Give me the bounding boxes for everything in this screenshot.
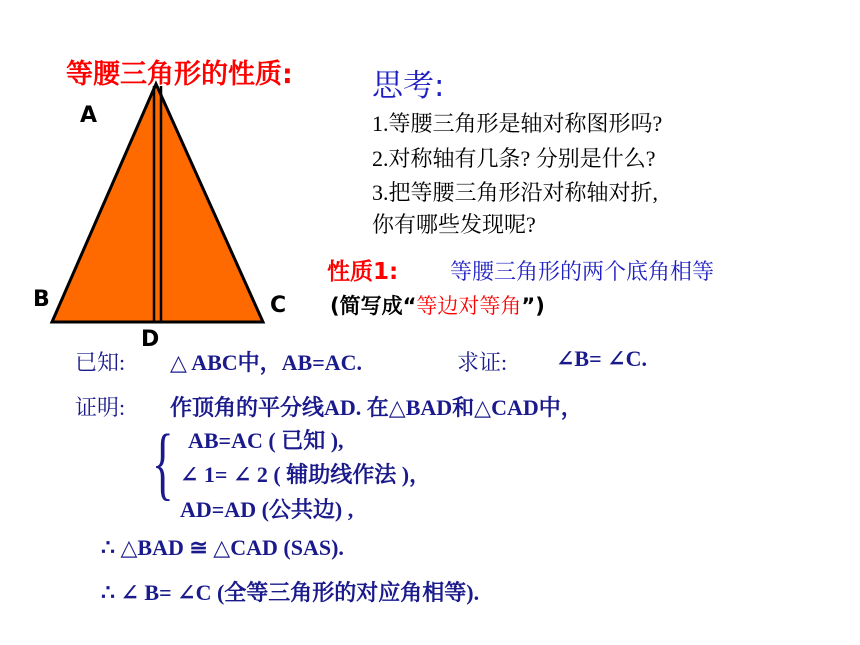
property-abbr: 等边对等角 <box>416 294 522 318</box>
think-question-3: 3.把等腰三角形沿对称轴对折, <box>372 180 659 205</box>
vertex-label-b: B <box>33 287 50 312</box>
proof-intro: 作顶角的平分线AD. 在△BAD和△CAD中， <box>170 395 583 420</box>
condition-1: AB=AC ( 已知 ), <box>188 428 344 453</box>
given-label: 已知: <box>75 350 126 375</box>
condition-3: AD=AD (公共边) , <box>180 497 354 522</box>
vertex-label-d: D <box>141 327 160 352</box>
think-title: 思考: <box>372 68 445 104</box>
condition-brace: { <box>152 417 174 508</box>
think-question-1: 1.等腰三角形是轴对称图形吗? <box>372 111 663 136</box>
prove-label: 求证: <box>457 350 508 375</box>
property-abbr-close: ”) <box>521 294 545 318</box>
prove-text: ∠B= ∠C. <box>556 346 647 371</box>
property-abbr-open: (简写成“ <box>330 294 417 318</box>
think-question-3-cont: 你有哪些发现呢? <box>372 212 536 237</box>
condition-2: ∠ 1= ∠ 2 ( 辅助线作法 )， <box>180 462 432 487</box>
property-label: 性质1: <box>327 259 399 285</box>
conclusion-congruent: ∴ △BAD ≅ △CAD (SAS). <box>101 535 344 560</box>
vertex-label-c: C <box>270 293 287 318</box>
vertex-label-a: A <box>80 103 98 128</box>
property-text: 等腰三角形的两个底角相等 <box>450 260 715 285</box>
slide-title: 等腰三角形的性质: <box>66 59 293 90</box>
conclusion-angles: ∴ ∠ B= ∠C (全等三角形的对应角相等). <box>101 580 480 605</box>
think-question-2: 2.对称轴有几条? 分别是什么? <box>372 146 656 171</box>
given-text: △ ABC中，AB=AC. <box>170 350 363 375</box>
proof-label: 证明: <box>75 395 126 420</box>
